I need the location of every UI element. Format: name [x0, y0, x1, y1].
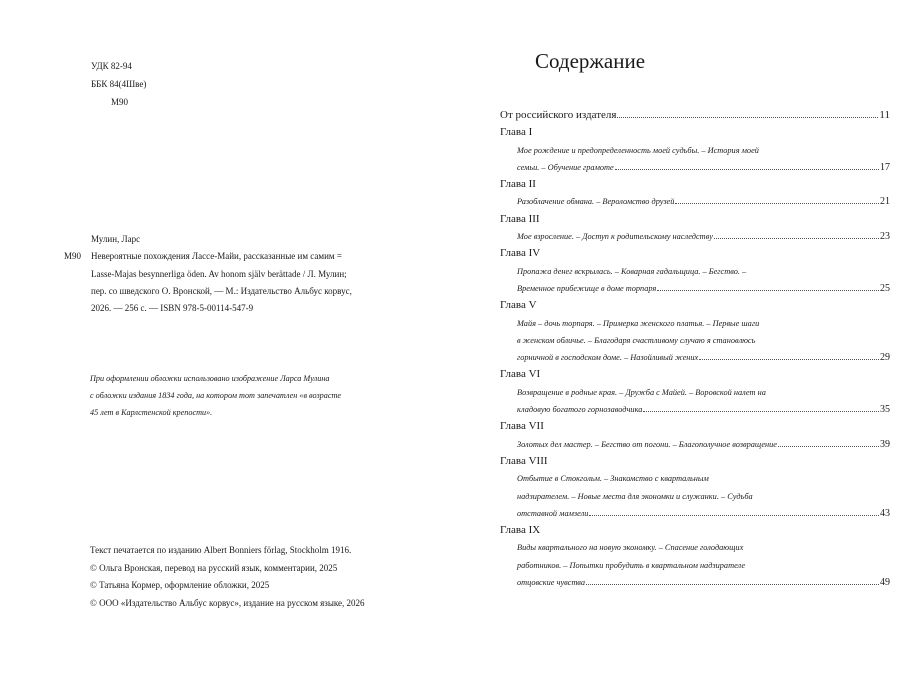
chapter-summary: в женском обличье. – Благодаря счастливому случаю я становлюсь	[517, 335, 756, 345]
card-line: Невероятные похождения Лассе-Майи, рассказанные им самим =	[91, 251, 342, 262]
cover-note-line: 45 лет в Карлстенской крепости».	[90, 408, 213, 417]
toc-entry-line[interactable]	[500, 470, 890, 487]
page-number: 43	[880, 507, 890, 519]
toc-entry-line[interactable]	[500, 332, 890, 349]
toc-chapter-heading[interactable]	[500, 107, 890, 124]
dot-leader	[617, 117, 878, 118]
author-mark: М90	[111, 97, 129, 107]
chapter-summary: работников. – Попытки пробудить в квартальном надзирателе	[517, 560, 746, 570]
chapter-title: Глава V	[500, 299, 537, 312]
toc-chapter-heading[interactable]	[500, 211, 890, 228]
chapter-summary: Возвращение в родные края. – Дружба с Майей. – Воровской налет на	[517, 387, 766, 397]
chapter-summary: Золотых дел мастер. – Бегство от погони. – Благополучное возвращение	[517, 439, 777, 449]
chapter-summary: Временное прибежище в доме торпаря	[517, 283, 657, 293]
dot-leader	[699, 359, 879, 360]
dot-leader	[643, 411, 879, 412]
dot-leader	[675, 203, 879, 204]
chapter-title: От российского издателя	[500, 109, 617, 121]
toc-entry-line[interactable]	[500, 539, 890, 556]
chapter-summary: семьи. – Обучение грамоте	[517, 162, 614, 172]
toc-entry-line[interactable]	[500, 557, 890, 574]
chapter-summary: Мое взросление. – Доступ к родительскому наследству	[517, 232, 713, 242]
chapter-summary: Разоблачение обмана. – Вероломство друзей	[517, 197, 675, 207]
card-author: Мулин, Ларс	[91, 234, 141, 244]
chapter-summary: Отбытие в Стокгольм. – Знакомство с квартальным	[517, 474, 709, 484]
page-number: 39	[880, 438, 890, 450]
toc-entry-line[interactable]	[500, 228, 890, 245]
dot-leader	[586, 584, 879, 585]
toc-entry-line[interactable]	[500, 142, 890, 159]
copyright-line: © Ольга Вронская, перевод на русский язык, комментарии, 2025	[90, 562, 338, 573]
toc-entry-line[interactable]	[500, 159, 890, 176]
dot-leader	[778, 446, 879, 447]
chapter-summary: горничной в господском доме. – Назойливый жених	[517, 353, 699, 363]
chapter-summary: отставной мамзели	[517, 508, 589, 518]
toc-entry-line[interactable]	[500, 263, 890, 280]
card-line: пер. со шведского О. Вронской, — М.: Издательство Альбус корвус,	[91, 285, 352, 296]
page-number: 29	[880, 352, 890, 364]
toc-entry-line[interactable]	[500, 349, 890, 366]
chapter-title: Глава VII	[500, 420, 544, 433]
page-number: 49	[880, 577, 890, 589]
cover-note-line: При оформлении обложки использовано изображение Ларса Мулина	[90, 374, 330, 383]
chapter-title: Глава II	[500, 178, 536, 191]
toc-chapter-heading[interactable]	[500, 522, 890, 539]
chapter-title: Глава VI	[500, 368, 541, 381]
dot-leader	[714, 238, 879, 239]
cover-note	[90, 370, 390, 421]
udk-code: УДК 82-94	[91, 61, 132, 71]
chapter-title: Глава IX	[500, 524, 541, 537]
toc-chapter-heading[interactable]	[500, 418, 890, 435]
page-number: 21	[880, 196, 890, 208]
toc-entry-line[interactable]	[500, 436, 890, 453]
copyright-line: © Татьяна Кормер, оформление обложки, 2025	[90, 580, 270, 590]
page-number: 23	[880, 231, 890, 243]
toc-entry-line[interactable]	[500, 315, 890, 332]
copyright-block	[90, 542, 410, 612]
toc-chapter-heading[interactable]	[500, 124, 890, 141]
cover-note-line: с обложки издания 1834 года, на котором тот запечатлен «в возрасте	[90, 391, 342, 400]
toc-entry-line[interactable]	[500, 193, 890, 210]
imprint-page	[0, 0, 450, 700]
toc-entry-line[interactable]	[500, 488, 890, 505]
dot-leader	[657, 290, 879, 291]
card-line: Lasse-Majas besynnerliga öden. Av honom själv berättade / Л. Мулин;	[91, 268, 347, 279]
page-title: Содержание	[535, 49, 646, 73]
toc-chapter-heading[interactable]	[500, 245, 890, 262]
chapter-summary: отцовские чувства	[517, 578, 585, 588]
copyright-line: Текст печатается по изданию Albert Bonniers förlag, Stockholm 1916.	[90, 545, 352, 555]
chapter-summary: Майя – дочь торпаря. – Примерка женского платья. – Первые шаги	[517, 318, 760, 328]
bbk-code: ББК 84(4Шве)	[91, 79, 147, 89]
card-margin-code: М90	[64, 251, 82, 262]
page-number: 35	[880, 404, 890, 416]
table-of-contents	[500, 107, 890, 591]
chapter-title: Глава VIII	[500, 454, 548, 467]
chapter-title: Глава I	[500, 126, 533, 139]
page-number: 11	[879, 109, 890, 121]
toc-entry-line[interactable]	[500, 505, 890, 522]
chapter-summary: кладовую богатого горнозаводчика	[517, 405, 643, 415]
page-number: 17	[880, 161, 890, 173]
toc-chapter-heading[interactable]	[500, 176, 890, 193]
toc-chapter-heading[interactable]	[500, 297, 890, 314]
catalog-card	[64, 231, 391, 317]
dot-leader	[589, 515, 879, 516]
toc-chapter-heading[interactable]	[500, 453, 890, 470]
chapter-summary: надзирателем. – Новые места для экономки и служанки. – Судьба	[517, 491, 753, 501]
toc-entry-line[interactable]	[500, 401, 890, 418]
toc-chapter-heading[interactable]	[500, 366, 890, 383]
copyright-line: © ООО «Издательство Альбус корвус», издание на русском языке, 2026	[90, 597, 365, 608]
chapter-summary: Мое рождение и предопределенность моей судьбы. – История моей	[517, 145, 759, 155]
dot-leader	[615, 169, 879, 170]
toc-entry-line[interactable]	[500, 280, 890, 297]
toc-entry-line[interactable]	[500, 384, 890, 401]
page-number: 25	[880, 282, 890, 294]
chapter-summary: Пропажа денег вскрылась. – Коварная гадальщица. – Бегство. –	[517, 266, 747, 276]
classification-codes	[91, 57, 146, 111]
card-line: 2026. — 256 с. — ISBN 978-5-00114-547-9	[91, 303, 254, 314]
toc-entry-line[interactable]	[500, 574, 890, 591]
chapter-title: Глава III	[500, 212, 540, 225]
contents-page	[455, 0, 909, 700]
chapter-summary: Виды квартального на новую экономку. – Спасение голодающих	[517, 543, 744, 553]
chapter-title: Глава IV	[500, 247, 541, 260]
